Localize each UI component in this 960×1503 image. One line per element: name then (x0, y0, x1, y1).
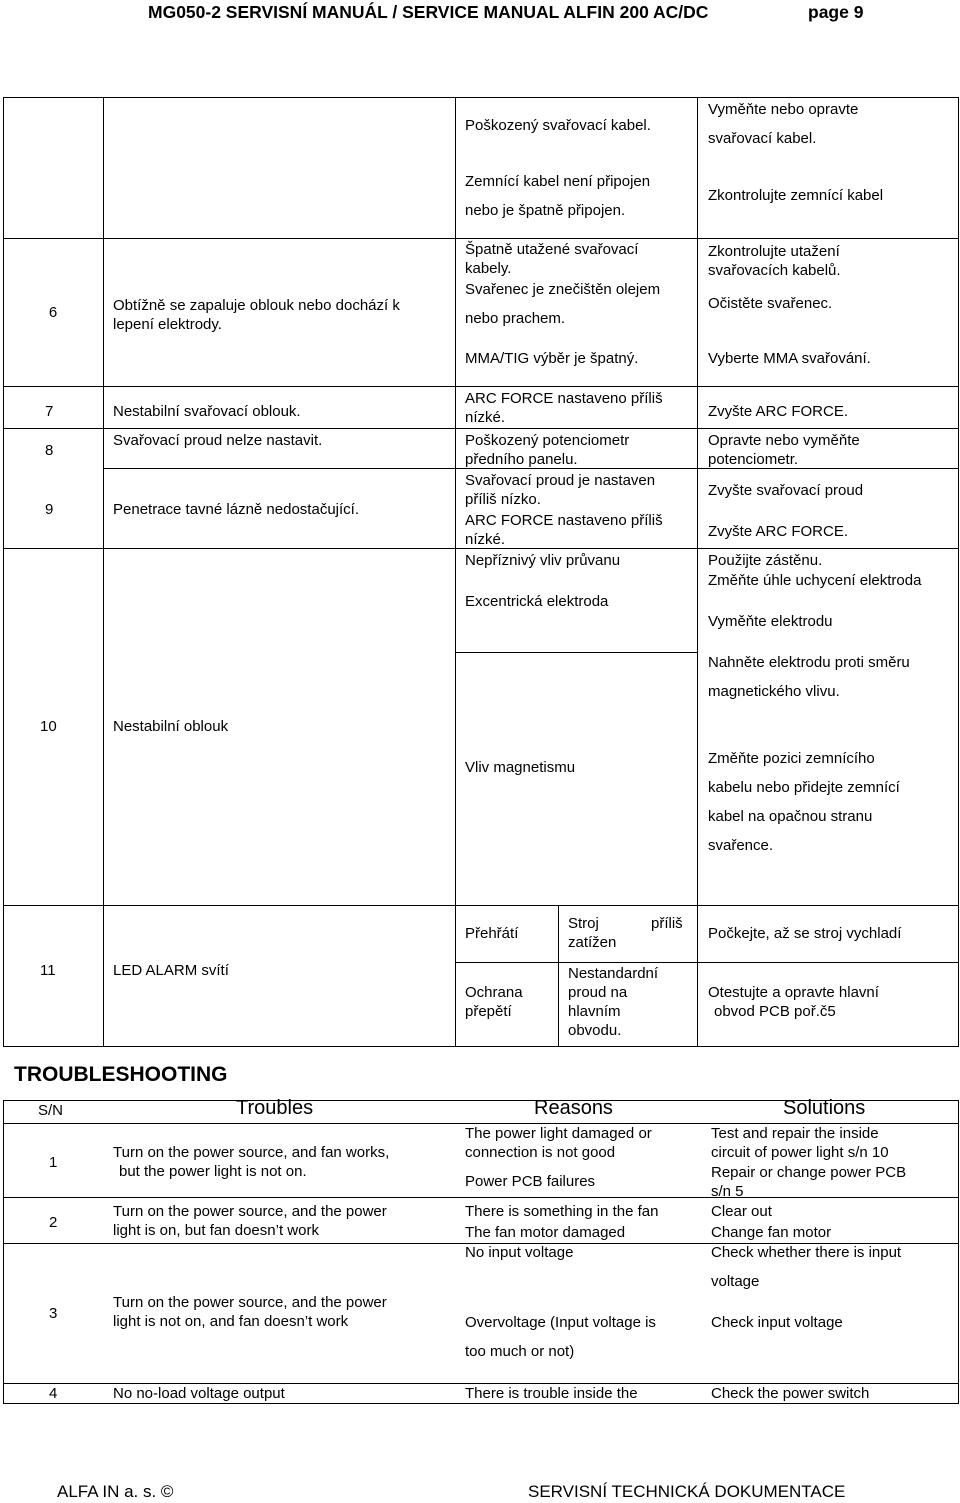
column-header: Solutions (783, 1097, 866, 1119)
reason-cell: Svařovací proud je nastaven (465, 472, 656, 489)
reason-cell: There is trouble inside the (465, 1385, 638, 1402)
column-header: S/N (38, 1102, 64, 1119)
solution-cell: Změňte úhle uchycení elektroda (708, 572, 922, 589)
footer-right: SERVISNÍ TECHNICKÁ DOKUMENTACE (528, 1482, 846, 1501)
solution-cell: Očistěte svařenec. (708, 295, 833, 312)
solution-cell: Change fan motor (711, 1224, 832, 1241)
trouble-cell: No no-load voltage output (113, 1385, 285, 1402)
solution-cell: Zkontrolujte utažení (708, 243, 840, 260)
solution-cell: Použijte zástěnu. (708, 552, 823, 569)
trouble-cell: Nestabilní oblouk (113, 718, 229, 735)
reason-cell: kabely. (465, 260, 512, 277)
solution-cell: magnetického vlivu. (708, 683, 840, 700)
detail-cell: proud na (568, 984, 628, 1001)
solution-cell: voltage (711, 1273, 760, 1290)
detail-cell: Nestandardní (568, 965, 659, 982)
reason-cell: nebo je špatně připojen. (465, 202, 626, 219)
row-number: 8 (45, 442, 54, 459)
reason-cell: nebo prachem. (465, 310, 566, 327)
solution-cell: Zvyšte svařovací proud (708, 482, 864, 499)
trouble-cell: Turn on the power source, and the power (113, 1294, 387, 1311)
column-header: Reasons (534, 1097, 613, 1119)
reason-cell: předního panelu. (465, 451, 578, 468)
row-number: 6 (48, 304, 58, 321)
detail-cell: hlavním (568, 1003, 621, 1020)
reason-cell: Špatně utažené svařovací (465, 241, 639, 258)
solution-cell: Vyměňte elektrodu (708, 613, 833, 630)
trouble-cell: Turn on the power source, and the power (113, 1203, 387, 1220)
trouble-cell: LED ALARM svítí (113, 962, 229, 979)
reason-cell: Svařenec je znečištěn olejem (465, 281, 661, 298)
solution-cell: circuit of power light s/n 10 (711, 1144, 889, 1161)
solution-cell: Clear out (711, 1203, 772, 1220)
column-header: Troubles (236, 1097, 314, 1119)
footer-left: ALFA IN a. s. © (57, 1482, 174, 1501)
reason-cell: too much or not) (465, 1343, 575, 1360)
reason-cell: Excentrická elektroda (465, 593, 609, 610)
solution-cell: obvod PCB poř.č5 (714, 1003, 836, 1020)
solution-cell: Počkejte, až se stroj vychladí (708, 925, 902, 942)
solution-cell: Repair or change power PCB (711, 1164, 907, 1181)
trouble-cell: lepení elektrody. (113, 316, 222, 333)
row-number: 9 (45, 501, 54, 518)
reason-cell: Nepříznivý vliv průvanu (465, 552, 621, 569)
solution-cell: Vyberte MMA svařování. (708, 350, 871, 367)
trouble-cell: Turn on the power source, and fan works, (113, 1144, 390, 1161)
page-number: page 9 (808, 2, 864, 22)
solution-cell: Check input voltage (711, 1314, 843, 1331)
solution-cell: kabel na opačnou stranu (708, 808, 873, 825)
document-title: MG050-2 SERVISNÍ MANUÁL / SERVICE MANUAL ALFIN 200 AC/DC (148, 2, 709, 22)
row-number: 11 (40, 962, 56, 979)
trouble-cell: Nestabilní svařovací oblouk. (113, 403, 301, 420)
solution-cell: svařence. (708, 837, 774, 854)
solution-cell: svařovacích kabelů. (708, 262, 841, 279)
reason-cell: Poškozený svařovací kabel. (465, 117, 651, 134)
row-number: 7 (45, 403, 54, 420)
reason-cell: ARC FORCE nastaveno příliš (465, 390, 663, 407)
solution-cell: kabelu nebo přidejte zemnící (708, 779, 900, 796)
reason-cell: The power light damaged or (465, 1125, 652, 1142)
trouble-cell: light is not on, and fan doesn’t work (113, 1313, 349, 1330)
trouble-cell: but the power light is not on. (119, 1163, 307, 1180)
solution-cell: s/n 5 (711, 1183, 744, 1200)
trouble-cell: Obtížně se zapaluje oblouk nebo dochází k (113, 297, 400, 314)
detail-cell: obvodu. (568, 1022, 622, 1039)
reason-cell: Overvoltage (Input voltage is (465, 1314, 656, 1331)
reason-cell: MMA/TIG výběr je špatný. (465, 350, 639, 367)
solution-cell: Check the power switch (711, 1385, 870, 1402)
trouble-cell: light is on, but fan doesn’t work (113, 1222, 319, 1239)
row-number: 1 (49, 1154, 58, 1171)
row-number: 3 (49, 1305, 58, 1322)
reason-cell: nízké. (465, 531, 506, 548)
trouble-cell: Svařovací proud nelze nastavit. (113, 432, 323, 449)
solution-cell: Zkontrolujte zemnící kabel (708, 187, 884, 204)
row-number: 2 (49, 1214, 58, 1231)
trouble-cell: Penetrace tavné lázně nedostačující. (113, 501, 359, 518)
row-number: 10 (40, 718, 57, 735)
reason-cell: Poškozený potenciometr (465, 432, 630, 449)
reason-cell: connection is not good (465, 1144, 616, 1161)
solution-cell: Nahněte elektrodu proti směru (708, 654, 910, 671)
solution-cell: Opravte nebo vyměňte (708, 432, 860, 449)
section-title: TROUBLESHOOTING (14, 1063, 228, 1086)
solution-cell: Test and repair the inside (711, 1125, 879, 1142)
reason-cell: There is something in the fan (465, 1203, 659, 1220)
detail-cell: zatížen (568, 934, 617, 951)
solution-cell: Check whether there is input (711, 1244, 902, 1261)
solution-cell: Otestujte a opravte hlavní (708, 984, 879, 1001)
solution-cell: potenciometr. (708, 451, 799, 468)
solution-cell: svařovací kabel. (708, 130, 817, 147)
solution-cell: Zvyšte ARC FORCE. (708, 523, 849, 540)
row-number: 4 (49, 1385, 58, 1402)
reason-cell: The fan motor damaged (465, 1224, 626, 1241)
reason-cell: Ochrana (465, 984, 523, 1001)
reason-cell: Přehřátí (465, 925, 519, 942)
reason-cell: Zemnící kabel není připojen (465, 173, 651, 190)
reason-cell: ARC FORCE nastaveno příliš (465, 512, 663, 529)
solution-cell: Změňte pozici zemnícího (708, 750, 875, 767)
solution-cell: Vyměňte nebo opravte (708, 101, 859, 118)
detail-cell: Stroj (568, 915, 599, 932)
reason-cell: nízké. (465, 409, 506, 426)
detail-cell: příliš (651, 915, 683, 932)
reason-cell: přepětí (465, 1003, 512, 1020)
solution-cell: Zvyšte ARC FORCE. (708, 403, 849, 420)
reason-cell: příliš nízko. (465, 491, 541, 508)
reason-cell: Vliv magnetismu (465, 759, 576, 776)
reason-cell: No input voltage (465, 1244, 574, 1261)
reason-cell: Power PCB failures (465, 1173, 596, 1190)
